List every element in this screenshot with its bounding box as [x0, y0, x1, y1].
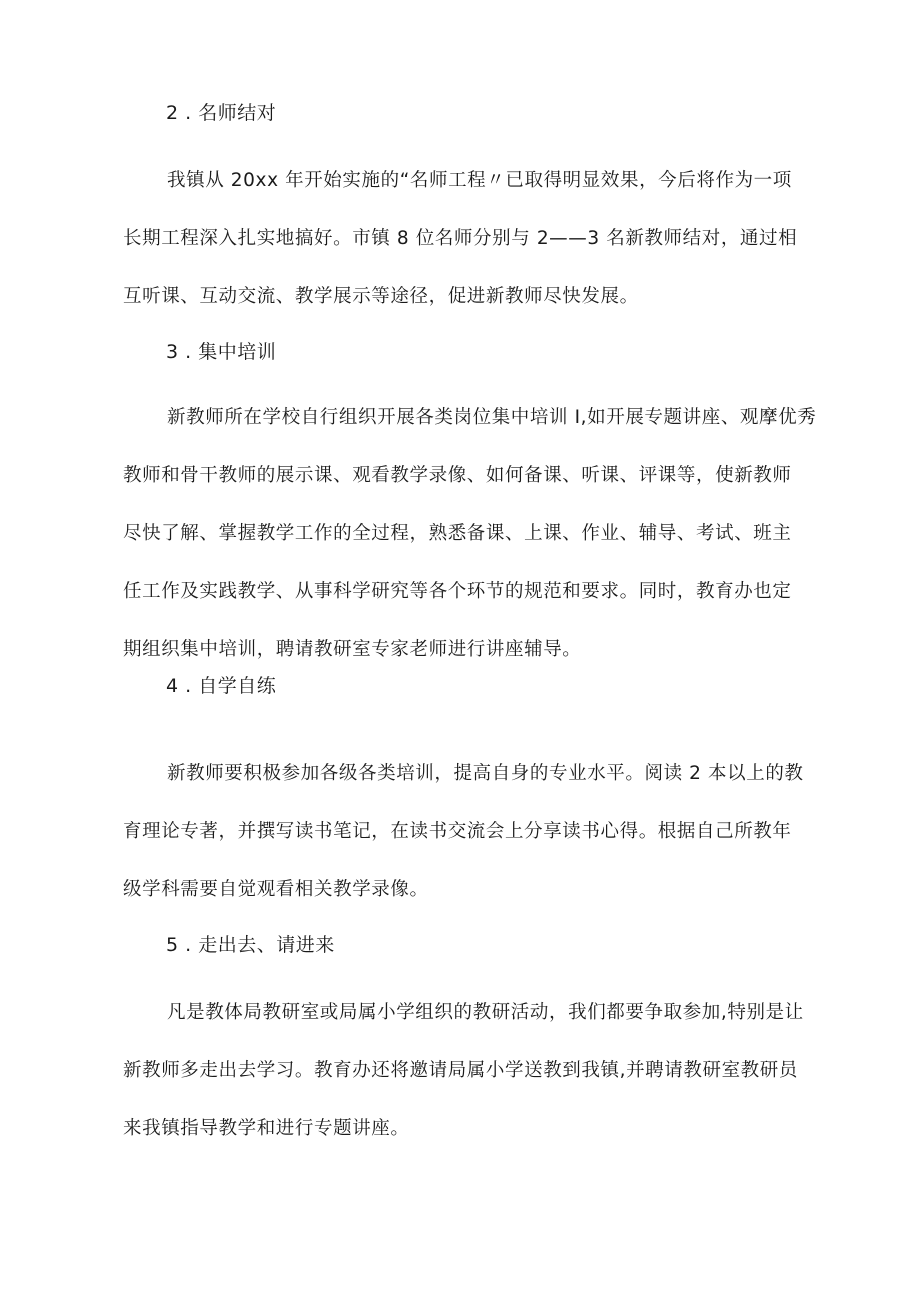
section-heading: 5 . 走出去、请进来 [166, 934, 335, 956]
paragraph-line: 任工作及实践教学、从事科学研究等各个环节的规范和要求。同时，教育办也定 [123, 581, 792, 602]
paragraph [123, 745, 804, 919]
paragraph-line: 新教师多走出去学习。教育办还将邀请局属小学送教到我镇,并聘请教研室教研员 [123, 1060, 798, 1081]
paragraph-line: 来我镇指导教学和进行专题讲座。 [123, 1118, 410, 1139]
paragraph-line: 我镇从 20xx 年开始实施的“名师工程〃已取得明显效果，今后将作为一项 [167, 170, 792, 191]
paragraph-line: 新教师所在学校自行组织开展各类岗位集中培训 I,如开展专题讲座、观摩优秀 [167, 407, 817, 428]
section-heading: 3 . 集中培训 [166, 341, 277, 363]
paragraph-line: 凡是教体局教研室或局属小学组织的教研活动，我们都要争取参加,特别是让 [167, 1002, 804, 1023]
paragraph-line: 级学科需要自觉观看相关教学录像。 [123, 879, 429, 900]
paragraph-line: 新教师要积极参加各级各类培训，提高自身的专业水平。阅读 2 本以上的教 [167, 763, 804, 784]
paragraph-line: 尽快了解、掌握教学工作的全过程，熟悉备课、上课、作业、辅导、考试、班主 [123, 523, 792, 544]
paragraph [123, 152, 798, 326]
paragraph-line: 期组织集中培训，聘请教研室专家老师进行讲座辅导。 [123, 639, 582, 660]
section-heading: 4 . 自学自练 [166, 675, 277, 697]
paragraph [123, 389, 817, 679]
paragraph [123, 984, 804, 1158]
section-heading: 2 . 名师结对 [166, 102, 277, 124]
paragraph-line: 教师和骨干教师的展示课、观看教学录像、如何备课、听课、评课等，使新教师 [123, 465, 792, 486]
paragraph-line: 互听课、互动交流、教学展示等途径，促进新教师尽快发展。 [123, 286, 639, 307]
paragraph-line: 育理论专著，并撰写读书笔记，在读书交流会上分享读书心得。根据自己所教年 [123, 821, 792, 842]
paragraph-line: 长期工程深入扎实地搞好。市镇 8 位名师分别与 2——3 名新教师结对，通过相 [123, 228, 798, 249]
